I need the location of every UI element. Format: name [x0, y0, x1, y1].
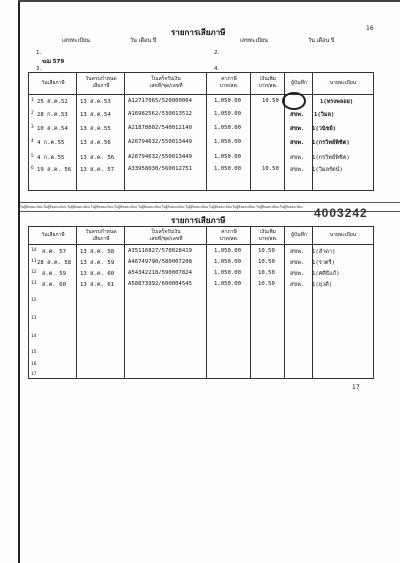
- page-title: รายการเสียภาษี: [171, 28, 226, 37]
- tax-date: 19 ส.ค. 56: [37, 167, 72, 173]
- header2-receipt-1: ใบเสร็จรับเงิน: [151, 229, 181, 235]
- due-date: 13 ส.ค.56: [80, 140, 111, 146]
- due-date: 13 ส.ค. 60: [80, 271, 115, 277]
- tax-amount: 1,050.00: [214, 154, 241, 160]
- due-date: 13 ส.ค. 61: [80, 282, 115, 288]
- col2-divider-2: [124, 226, 125, 378]
- table-bottom-border: [28, 190, 374, 191]
- header-receipt-2: เลขที่/ชุด/เลขที่: [149, 83, 183, 89]
- row-number: 12: [31, 270, 37, 275]
- due-date: 13 ส.ค. 58: [80, 249, 115, 255]
- header-tax-2: บาท/สต.: [219, 83, 239, 89]
- receipt-number: A54342218/590007824: [128, 270, 192, 276]
- empty-row-number: 16: [31, 362, 37, 367]
- row-number: 2: [31, 111, 34, 116]
- extra-amount: 10.50: [258, 248, 275, 254]
- header2-extra-1: เงินเพิ่ม: [260, 229, 276, 235]
- footer-page-number: 17: [352, 384, 360, 391]
- table2-top-border: [28, 226, 374, 227]
- header2-tax-date: วันเสียภาษี: [41, 232, 65, 238]
- recorder: สขพ.: [290, 260, 305, 266]
- table-header-border: [28, 94, 374, 95]
- tax-date: 10 ส.ค.54: [37, 126, 68, 132]
- extra-amount: 10.50: [262, 166, 279, 172]
- header2-registrar: นายทะเบียน: [329, 232, 357, 238]
- registrar-name: 1(ยุวดี): [312, 282, 333, 288]
- recorder: สขพ.: [290, 271, 305, 277]
- date-label-right: วัน เดือน ปี: [308, 38, 335, 44]
- due-date: 13 ส.ค. 57: [80, 167, 115, 173]
- header-tax-date: วันเสียภาษี: [41, 80, 65, 86]
- receipt-number: A46749790/580007208: [128, 259, 192, 265]
- col-divider-2: [124, 72, 125, 190]
- section-title: รายการเสียภาษี: [171, 216, 226, 225]
- binding-edge: [18, 0, 20, 563]
- row-number: 5: [31, 154, 34, 159]
- header2-due-1: วันครบกำหนด: [85, 229, 117, 235]
- tax-amount: 1,050.00: [214, 98, 241, 104]
- receipt-number: A26794632/550013449: [128, 154, 192, 160]
- extra-amount: 10.50: [258, 259, 275, 265]
- table2-bottom-border: [28, 378, 374, 379]
- empty-row-number: 14: [31, 334, 37, 339]
- receipt-number: A26794632/550013449: [128, 139, 192, 145]
- tax-amount: 1,050.00: [214, 139, 241, 145]
- registrar-name: 1(ศศิธิแก้): [312, 271, 340, 277]
- table2-header-border: [28, 244, 374, 245]
- col-divider-4: [250, 72, 251, 190]
- extra-amount: 10.50: [258, 281, 275, 287]
- registrar-name: 1(ทรงพลอย): [320, 99, 354, 105]
- tax-date: ส.ค. 57: [42, 249, 66, 255]
- extra-amount: 10.50: [262, 98, 279, 104]
- recorder: สขพ.: [290, 282, 305, 288]
- registrar-name: 1(กรวิทย์พิชิต): [312, 155, 350, 161]
- tax-amount: 1,050.00: [214, 125, 241, 131]
- due-date: 13 ส.ค.55: [80, 126, 111, 132]
- tax-amount: 1,050.00: [214, 111, 241, 117]
- tax-date: 25 ส.ค.52: [37, 99, 68, 105]
- col2-divider-1: [76, 226, 77, 378]
- table2-right-border: [373, 226, 374, 378]
- header-registrar: นายทะเบียน: [329, 80, 357, 86]
- row-number: 11: [31, 259, 37, 264]
- date-label-left: วัน เดือน ปี: [130, 38, 157, 44]
- receipt-number: A12717065/520000064: [128, 98, 192, 104]
- row-number: 13: [31, 281, 37, 286]
- reg-label-left: เลขทะเบียน: [62, 38, 90, 44]
- recorder: สขพ.: [290, 155, 305, 161]
- registrar-name: 1(วิมล): [314, 112, 335, 118]
- registrar-name: 1(วิมลรัตน์): [312, 167, 343, 173]
- table-top-border: [28, 72, 374, 73]
- tax-amount: 1,050.00: [214, 259, 241, 265]
- entry-2-label: 2.: [214, 50, 220, 56]
- perforation-line-top: [20, 202, 400, 203]
- tax-date: ส.ค. 59: [42, 271, 66, 277]
- recorder: สขพ.: [290, 167, 305, 173]
- col-divider-1: [76, 72, 77, 190]
- table-right-border: [373, 72, 374, 190]
- top-edge: [18, 0, 400, 2]
- due-date: 13 ส.ค. 56: [80, 155, 115, 161]
- header-due-date-1: วันครบกำหนด: [85, 76, 117, 82]
- recorder: สขพ.: [290, 249, 305, 255]
- tax-date: 28 ส.ค. 58: [37, 260, 72, 266]
- empty-row-number: 12: [31, 298, 37, 303]
- extra-amount: 10.50: [258, 270, 275, 276]
- plate-number: ฆฌ 579: [42, 59, 65, 65]
- tax-date: ส.ค. 60: [42, 282, 66, 288]
- table-left-border: [28, 72, 29, 190]
- row-number: 4: [31, 139, 34, 144]
- tax-date: 4 ก.ค.55: [37, 155, 65, 161]
- receipt-number: A33958030/560012751: [128, 166, 192, 172]
- recorder: สขพ.: [290, 126, 305, 132]
- tax-amount: 1,050.00: [214, 248, 241, 254]
- official-stamp: [282, 92, 306, 110]
- registrar-name: 1(ราตรี): [312, 260, 335, 266]
- tax-amount: 1,050.00: [214, 270, 241, 276]
- perforation-strip: ใบผู้ที่ขอทะเบียน ใบผู้ที่ขอทะเบียน ใบผู้ที่ขอทะเบียน ใบผู้ที่ขอทะเบียน ใบผู้ที่ขอทะเบียน ใบผู้ที่ขอทะเบียน ใบผู้ที่ขอทะเบียน ใบผู้ที่ขอทะเบียน ใบผู้ที่ขอทะเบียน ใบผู้ที่ขอทะเบียน ใบผู้ที่ขอทะเบียน ใบผู้ที่ขอทะเบียน: [20, 205, 303, 209]
- header2-recorder: ผู้บันทึก: [291, 232, 307, 238]
- page-number: 16: [366, 25, 374, 32]
- col2-divider-4: [250, 226, 251, 378]
- tax-amount: 1,050.00: [214, 281, 241, 287]
- document-number: 4003242: [314, 206, 368, 220]
- header-receipt-1: ใบเสร็จรับเงิน: [151, 76, 181, 82]
- row-number: 14: [31, 248, 37, 253]
- header2-tax-1: ค่าภาษี: [221, 229, 237, 235]
- header-due-date-2: เสียภาษี: [92, 83, 110, 89]
- header2-due-2: เสียภาษี: [92, 236, 110, 242]
- header-tax-1: ค่าภาษี: [221, 76, 237, 82]
- header-extra-1: เงินเพิ่ม: [260, 76, 276, 82]
- tax-date: 28 ก.ค.53: [37, 112, 68, 118]
- registrar-name: 1(ลำดา): [312, 249, 336, 255]
- empty-row-number: 15: [31, 350, 37, 355]
- empty-row-number: 17: [31, 372, 37, 377]
- col-divider-5: [284, 72, 285, 190]
- col-divider-3: [206, 72, 207, 190]
- tax-date: 4 ก.ค.55: [37, 140, 65, 146]
- due-date: 13 ส.ค.53: [80, 99, 111, 105]
- row-number: 3: [31, 125, 34, 130]
- entry-3-label: 3.: [36, 66, 42, 72]
- receipt-number: A21878002/540012140: [128, 125, 192, 131]
- tax-amount: 1,050.00: [214, 166, 241, 172]
- entry-1-label: 1.: [36, 50, 42, 56]
- header2-tax-2: บาท/สต.: [219, 236, 239, 242]
- due-date: 13 ส.ค. 59: [80, 260, 115, 266]
- empty-row-number: 13: [31, 316, 37, 321]
- header2-extra-2: บาท/สต.: [258, 236, 278, 242]
- entry-4-label: 4.: [214, 66, 220, 72]
- receipt-number: A35116827/570028419: [128, 248, 192, 254]
- recorder: สขพ.: [290, 140, 305, 146]
- receipt-number: A16982562/530013512: [128, 111, 192, 117]
- header2-receipt-2: เลขที่/ชุด/เลขที่: [149, 236, 183, 242]
- row-number: 1: [31, 98, 34, 103]
- header-recorder: ผู้บันทึก: [291, 80, 307, 86]
- recorder: สขพ.: [290, 112, 305, 118]
- registrar-name: 1(วนิชย์): [312, 126, 337, 132]
- row-number: 6: [31, 166, 34, 171]
- receipt-number: A58873992/600004545: [128, 281, 192, 287]
- table2-left-border: [28, 226, 29, 378]
- registrar-name: 1(กรวิทย์พิชิต): [312, 140, 350, 146]
- col2-divider-3: [206, 226, 207, 378]
- reg-label-right: เลขทะเบียน: [240, 38, 268, 44]
- due-date: 13 ส.ค.54: [80, 112, 111, 118]
- col2-divider-5: [284, 226, 285, 378]
- header-extra-2: บาท/สต.: [258, 83, 278, 89]
